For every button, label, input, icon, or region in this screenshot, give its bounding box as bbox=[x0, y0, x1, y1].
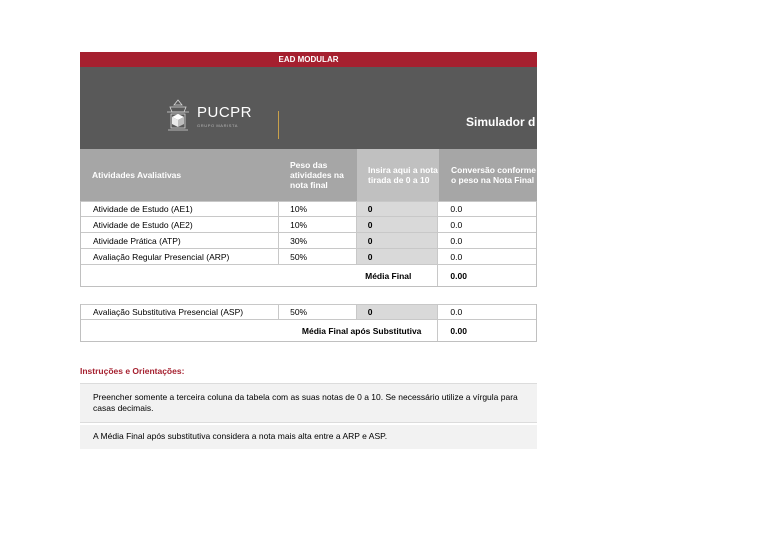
converted-grade: 0.0 bbox=[450, 307, 463, 317]
logo-divider bbox=[278, 111, 279, 139]
activity-name: Atividade de Estudo (AE2) bbox=[81, 217, 279, 232]
final-average-label: Média Final bbox=[81, 265, 438, 286]
instruction-note: Preencher somente a terceira coluna da tabela com as suas notas de 0 a 10. Se necessário utilize a vírgula para casas decimais. bbox=[80, 383, 537, 423]
activity-weight: 50% bbox=[279, 305, 357, 319]
grade-input-cell[interactable]: 0 bbox=[357, 202, 439, 216]
header-weight: Peso das atividades na nota final bbox=[290, 160, 344, 190]
converted-grade: 0.0 bbox=[450, 251, 463, 262]
pucpr-logo bbox=[162, 98, 252, 134]
header-conversion: Conversão conforme o peso na Nota Final bbox=[451, 165, 537, 185]
activity-weight: 50% bbox=[279, 249, 357, 264]
converted-grade: 0.0 bbox=[450, 204, 463, 214]
activity-weight: 10% bbox=[279, 202, 357, 216]
banner-text: EAD MODULAR bbox=[278, 55, 339, 64]
substitute-table bbox=[80, 304, 537, 342]
final-average-value: 0.00 bbox=[450, 270, 467, 281]
header-activities: Atividades Avaliativas bbox=[92, 170, 182, 180]
instruction-note: A Média Final após substitutiva considera a nota mais alta entre a ARP e ASP. bbox=[80, 425, 537, 449]
logo-wordmark: PUCPR bbox=[197, 103, 253, 121]
activity-name: Atividade de Estudo (AE1) bbox=[81, 202, 279, 216]
table-header bbox=[80, 149, 537, 201]
table-row bbox=[81, 201, 536, 217]
grade-input-cell[interactable]: 0 bbox=[357, 305, 439, 319]
table-row bbox=[81, 233, 536, 249]
pucpr-crest-icon bbox=[162, 98, 194, 134]
final-average-row bbox=[81, 265, 536, 287]
simulator-sheet bbox=[80, 52, 537, 342]
activity-name: Avaliação Substitutiva Presencial (ASP) bbox=[81, 305, 279, 319]
table-row bbox=[81, 217, 536, 233]
activity-weight: 10% bbox=[279, 217, 357, 232]
table-row bbox=[81, 304, 536, 320]
grade-input-cell[interactable]: 0 bbox=[357, 233, 439, 248]
header-grade-input: Insira aqui a nota tirada de 0 a 10 bbox=[357, 149, 439, 201]
final-average-substitute-row bbox=[81, 320, 536, 342]
activity-name: Avaliação Regular Presencial (ARP) bbox=[81, 249, 279, 264]
page-title: Simulador d bbox=[466, 115, 536, 129]
hero-header bbox=[80, 67, 537, 149]
logo-subtitle: GRUPO MARISTA bbox=[197, 122, 239, 128]
activity-weight: 30% bbox=[279, 233, 357, 248]
table-row bbox=[81, 249, 536, 265]
grades-table bbox=[80, 201, 537, 287]
grade-input-cell[interactable]: 0 bbox=[357, 249, 439, 264]
converted-grade: 0.0 bbox=[450, 219, 463, 230]
converted-grade: 0.0 bbox=[450, 235, 463, 246]
banner bbox=[80, 52, 537, 67]
final-average-substitute-value: 0.00 bbox=[450, 325, 467, 336]
activity-name: Atividade Prática (ATP) bbox=[81, 233, 279, 248]
final-average-substitute-label: Média Final após Substitutiva bbox=[81, 320, 438, 341]
instructions-title: Instruções e Orientações: bbox=[80, 366, 185, 376]
grade-input-cell[interactable]: 0 bbox=[357, 217, 439, 232]
